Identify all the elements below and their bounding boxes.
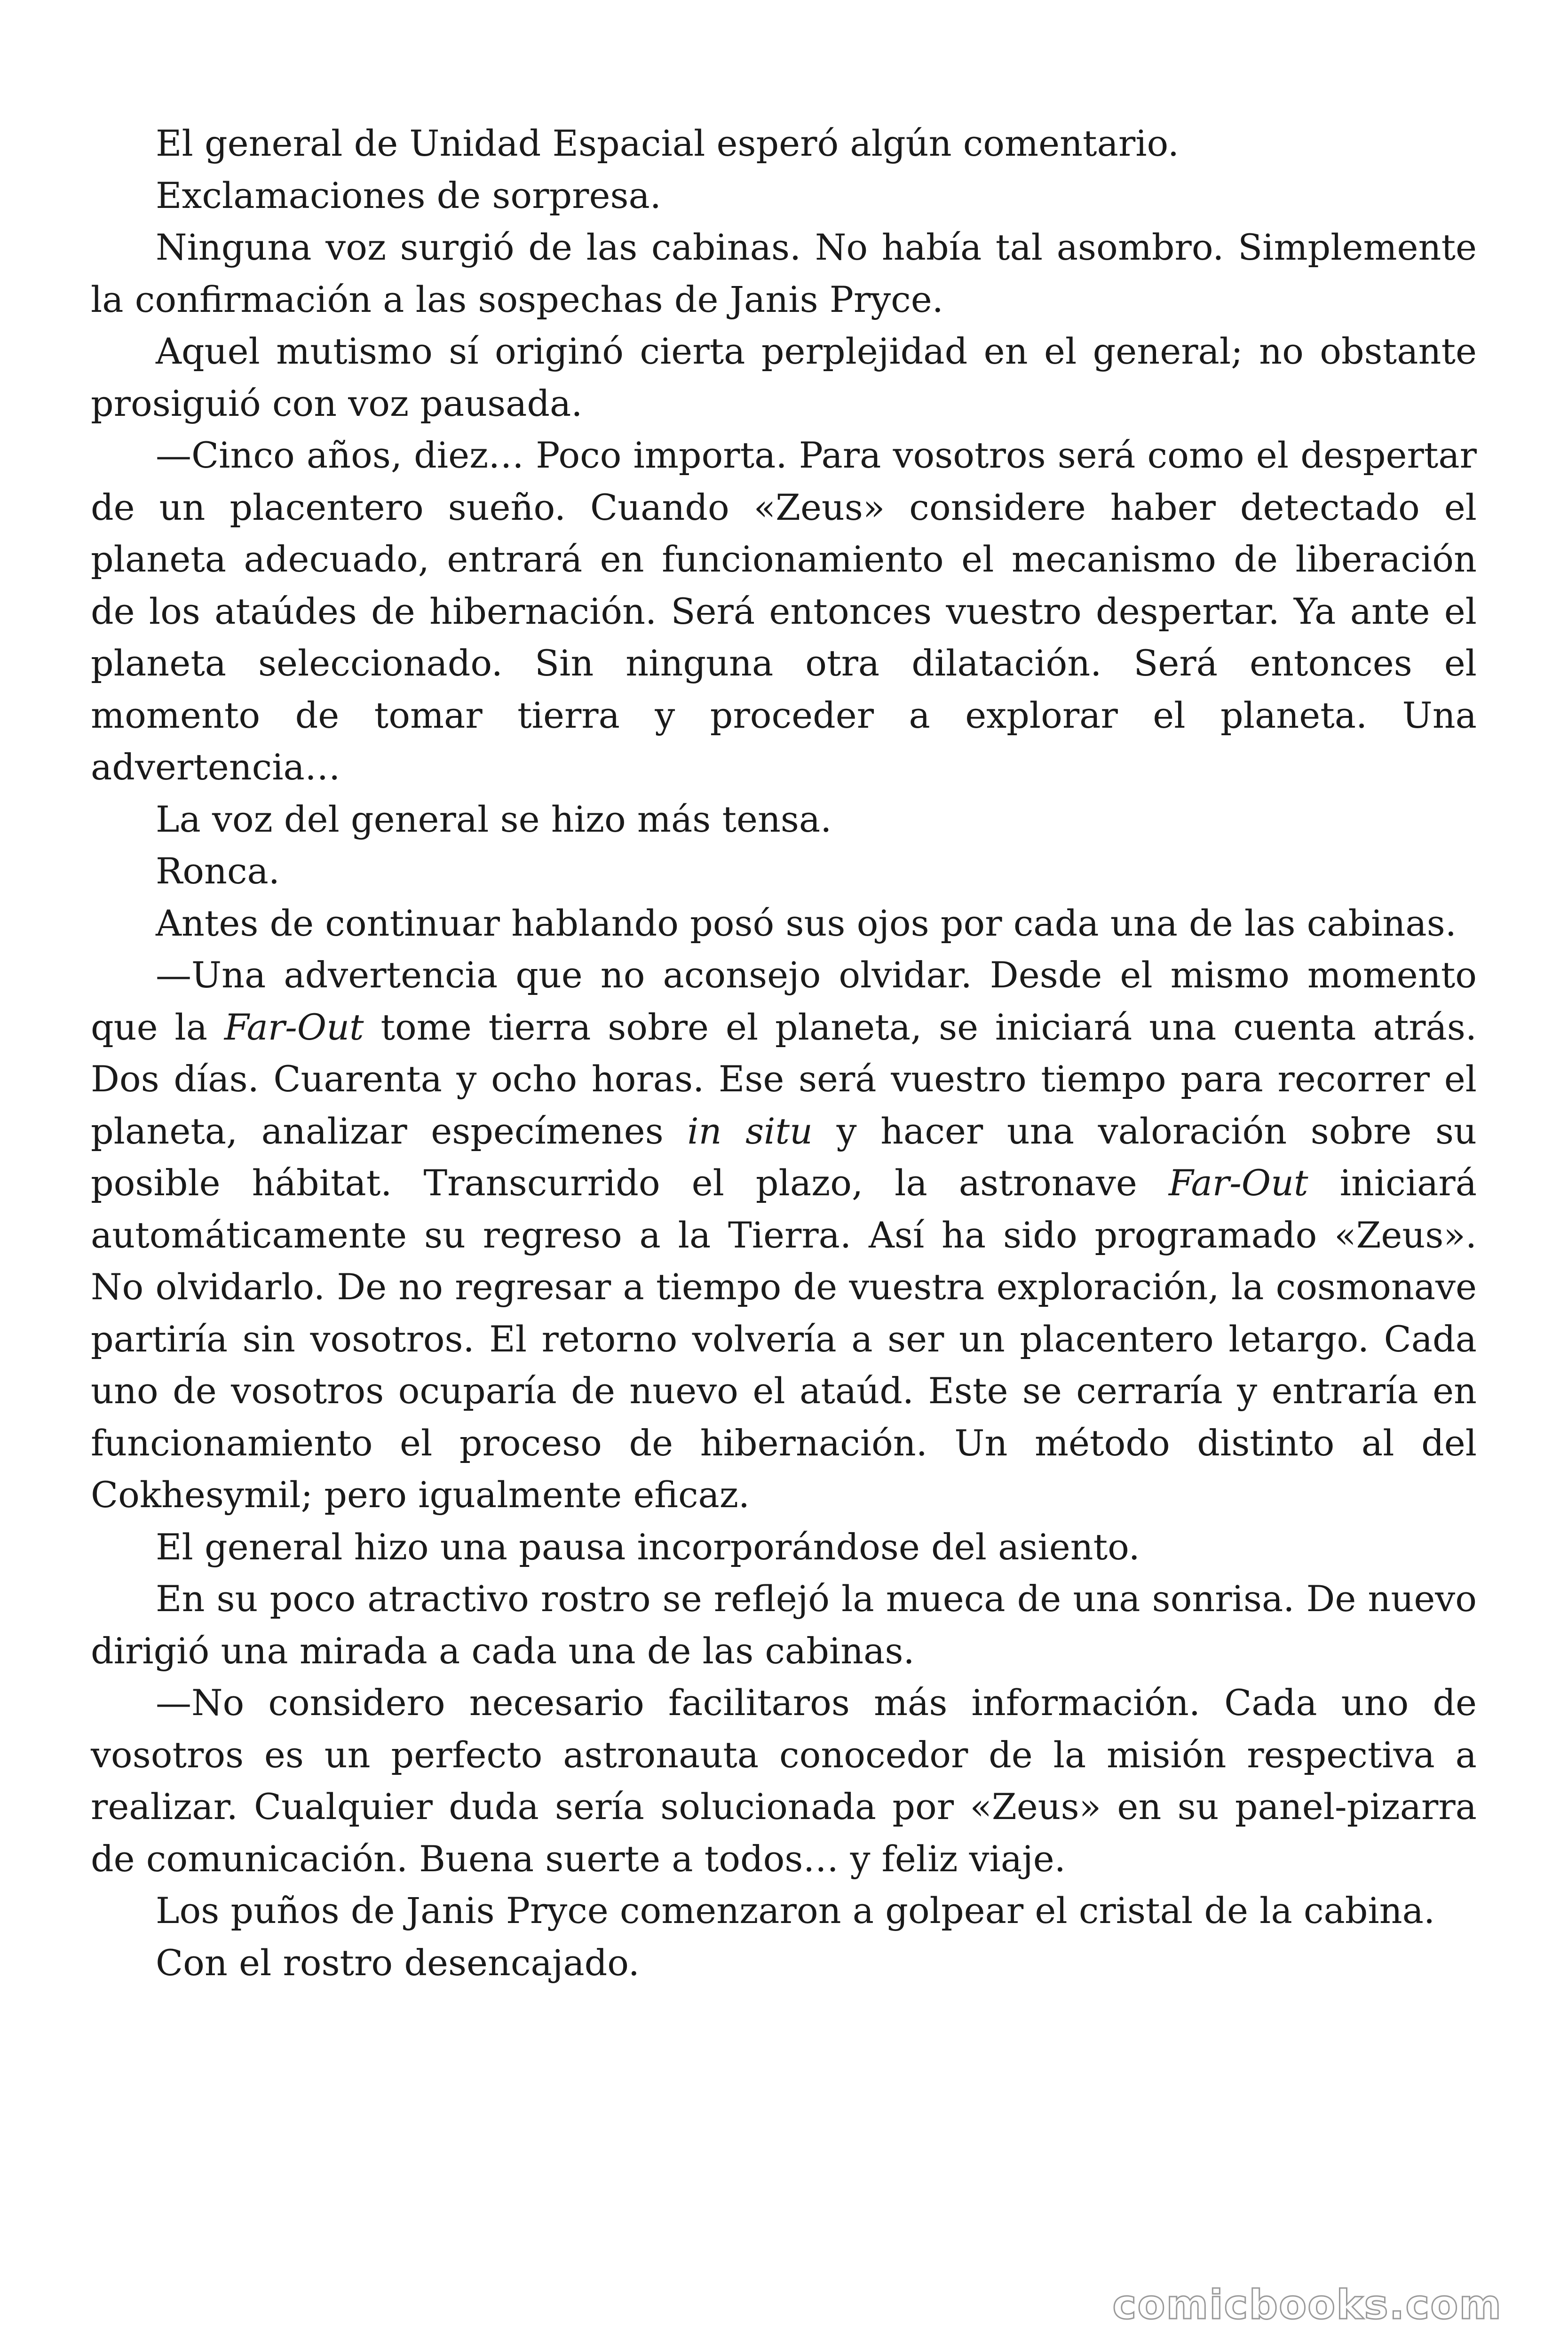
paragraph: —No considero necesario facilitaros más información. Cada uno de vosotros es un perfecto astronauta conocedor de la misión respectiva a realizar. Cualquier duda sería solucionada por «Zeus» en su panel-pizarra de comunicación. Buena suerte a todos… y feliz viaje. xyxy=(91,1682,1477,1880)
paragraph: Exclamaciones de sorpresa. xyxy=(156,174,661,216)
paragraph: Antes de continuar hablando posó sus ojos por cada una de las cabinas. xyxy=(156,902,1457,944)
paragraph: Aquel mutismo sí originó cierta perplejidad en el general; no obstante prosiguió con voz pausada. xyxy=(91,330,1477,424)
book-page-text xyxy=(91,118,1477,1989)
paragraph: En su poco atractivo rostro se reflejó la mueca de una sonrisa. De nuevo dirigió una mirada a cada una de las cabinas. xyxy=(91,1578,1477,1672)
paragraph: Con el rostro desencajado. xyxy=(156,1941,640,1984)
paragraph: —Una advertencia que no aconsejo olvidar. Desde el mismo momento que la Far-Out tome tierra sobre el planeta, se iniciará una cuenta atrás. Dos días. Cuarenta y ocho horas. Ese será vuestro tiempo para recorrer el planeta, analizar especímenes in situ y hacer una valoración sobre su posible hábitat. Transcurrido el plazo, la astronave Far-Out iniciará automáticamente su regreso a la Tierra. Así ha sido programado «Zeus». No olvidarlo. De no regresar a tiempo de vuestra exploración, la cosmonave partiría sin vosotros. El retorno volvería a ser un placentero letargo. Cada uno de vosotros ocuparía de nuevo el ataúd. Este se cerraría y entraría en funcionamiento el proceso de hibernación. Un método distinto al del Cokhesymil; pero igualmente eficaz. xyxy=(91,954,1477,1516)
watermark-logo: comicbooks.com xyxy=(1112,2281,1502,2328)
paragraph: El general de Unidad Espacial esperó algún comentario. xyxy=(156,122,1180,164)
ship-name: Far-Out xyxy=(224,1006,364,1048)
paragraph: Ninguna voz surgió de las cabinas. No había tal asombro. Simplemente la confirmación a las sospechas de Janis Pryce. xyxy=(91,226,1477,320)
paragraph: El general hizo una pausa incorporándose del asiento. xyxy=(156,1526,1140,1568)
paragraph: La voz del general se hizo más tensa. xyxy=(156,798,832,840)
latin-term: in situ xyxy=(687,1110,813,1152)
paragraph: —Cinco años, diez… Poco importa. Para vosotros será como el despertar de un placentero sueño. Cuando «Zeus» considere haber detectado el planeta adecuado, entrará en funcionamiento el mecanismo de liberación de los ataúdes de hibernación. Será entonces vuestro despertar. Ya ante el planeta seleccionado. Sin ninguna otra dilatación. Será entonces el momento de tomar tierra y proceder a explorar el planeta. Una advertencia… xyxy=(91,434,1477,788)
paragraph: Ronca. xyxy=(156,850,280,892)
paragraph: Los puños de Janis Pryce comenzaron a golpear el cristal de la cabina. xyxy=(156,1890,1435,1931)
ship-name: Far-Out xyxy=(1168,1162,1308,1204)
